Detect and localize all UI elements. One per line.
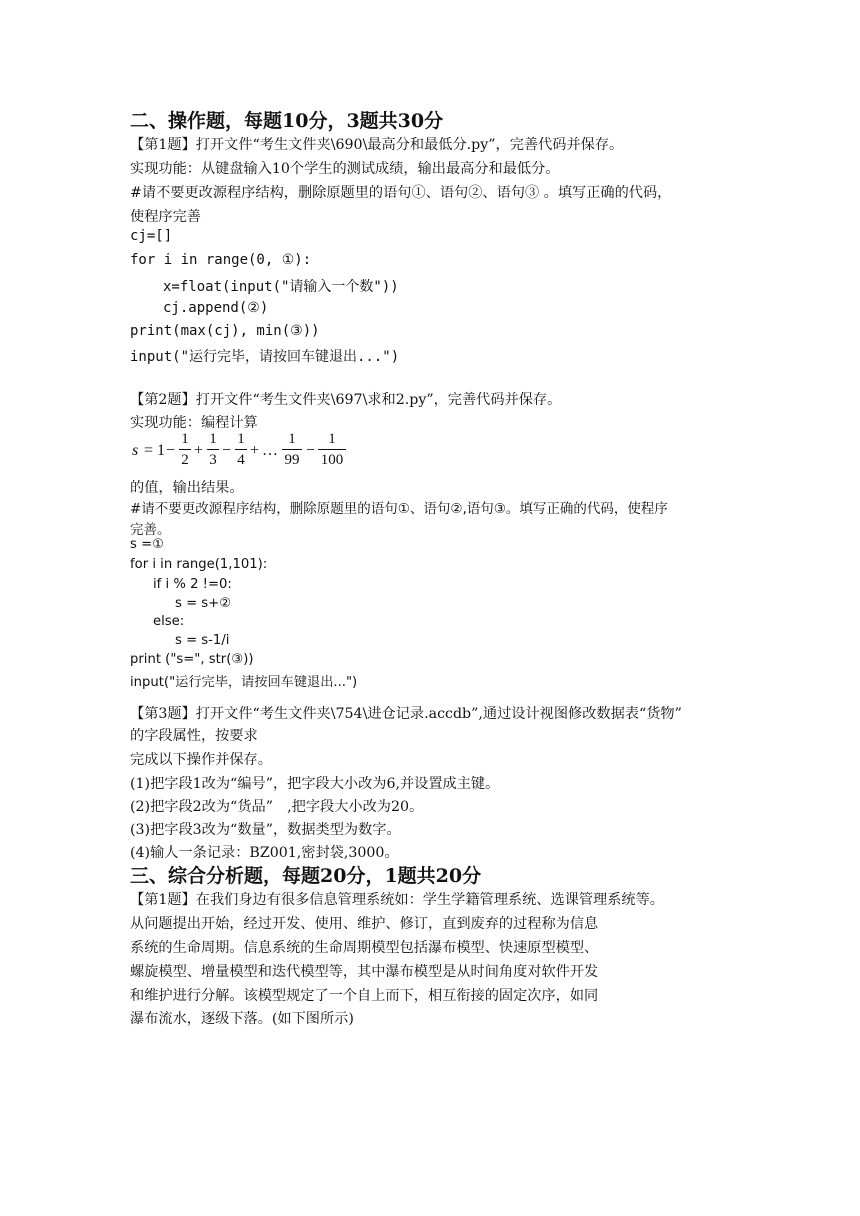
formula-op: − (166, 442, 176, 459)
formula-dots: … (262, 442, 278, 459)
q2-code-line: for i in range(1,101): (130, 557, 268, 572)
q3-title: 【第3题】打开文件“考生文件夹\754\进仓记录.accdb”,通过设计视图修改数据表“货物” (130, 706, 682, 722)
q1-code-line: cj=[] (130, 228, 173, 244)
q2-note: #请不要更改源程序结构，删除原题里的语句①、语句②,语句③。填写正确的代码，使程序 (130, 501, 668, 517)
q3-step: (2)把字段2改为“货品” ,把字段大小改为20。 (130, 799, 424, 815)
q3-intro: 完成以下操作并保存。 (130, 752, 272, 768)
s3-q1-line: 瀑布流水，逐级下落。(如下图所示) (130, 1011, 354, 1027)
s3-q1-line: 系统的生命周期。信息系统的生命周期模型包括瀑布模型、快速原型模型、 (130, 940, 599, 956)
q1-code-line: print(max(cj), min(③)) (130, 323, 320, 339)
fraction-1-100: 1 100 (318, 430, 346, 469)
q1-code-line: input("运行完毕，请按回车键退出...") (130, 349, 400, 365)
formula-op: − (222, 442, 232, 459)
sum-formula (130, 430, 360, 470)
s3-q1-line: 从问题提出开始，经过开发、使用、维护、修订，直到废弃的过程称为信息 (130, 916, 599, 932)
q1-title: 【第1题】打开文件“考生文件夹\690\最高分和最低分.py”，完善代码并保存。 (130, 137, 624, 153)
formula-op: + (194, 442, 204, 459)
formula-op: − (306, 442, 316, 459)
section3-heading: 三、综合分析题，每题20分，1题共20分 (130, 865, 482, 887)
section2-heading: 二、操作题，每题10分，3题共30分 (130, 110, 444, 132)
formula-one: 1 (157, 442, 165, 459)
q1-code-line: for i in range(0, ①): (130, 252, 312, 268)
s3-q1-line: 【第1题】在我们身边有很多信息管理系统如：学生学籍管理系统、选课管理系统等。 (130, 892, 664, 908)
fraction-1-4: 1 4 (235, 430, 247, 469)
q1-function: 实现功能：从键盘输入10个学生的测试成绩，输出最高分和最低分。 (130, 161, 560, 177)
q2-code-line: else: (153, 614, 185, 629)
formula-s: s (132, 442, 139, 459)
s3-q1-line: 和维护进行分解。该模型规定了一个自上而下，相互衔接的固定次序，如同 (130, 988, 599, 1004)
formula-eq: = (144, 442, 154, 459)
q3-title-cont: 的字段属性，按要求 (130, 728, 258, 744)
q2-function: 实现功能：编程计算 (130, 415, 258, 431)
q3-step: (4)输人一条记录：BZ001,密封袋,3000。 (130, 845, 399, 861)
q2-after: 的值，输出结果。 (130, 480, 244, 496)
q2-code-line: input("运行完毕，请按回车键退出...") (130, 675, 358, 690)
fraction-1-99: 1 99 (282, 430, 302, 469)
q3-step: (1)把字段1改为“编号”，把字段大小改为6,并设置成主键。 (130, 776, 500, 792)
q2-code-line: print ("s=", str(③)) (130, 652, 254, 667)
q1-note-cont: 使程序完善 (130, 209, 201, 225)
q3-step: (3)把字段3改为“数量”，数据类型为数字。 (130, 822, 401, 838)
q2-note-cont: 完善。 (130, 522, 171, 538)
q2-code-line: s =① (130, 537, 164, 552)
q2-code-line: s = s-1/i (175, 633, 230, 648)
q2-title: 【第2题】打开文件“考生文件夹\697\求和2.py”，完善代码并保存。 (130, 392, 562, 408)
q2-code-line: s = s+② (175, 596, 232, 611)
s3-q1-line: 螺旋模型、增量模型和迭代模型等，其中瀑布模型是从时间角度对软件开发 (130, 964, 599, 980)
q2-code-line: if i % 2 !=0: (153, 577, 232, 592)
q1-note: #请不要更改源程序结构，删除原题里的语句①、语句②、语句③ 。填写正确的代码， (130, 185, 672, 201)
q1-code-line: cj.append(②) (163, 300, 269, 316)
fraction-1-3: 1 3 (207, 430, 219, 469)
q1-code-line: x=float(input("请输入一个数")) (163, 279, 399, 295)
fraction-1-2: 1 2 (179, 430, 191, 469)
formula-op: + (250, 442, 260, 459)
